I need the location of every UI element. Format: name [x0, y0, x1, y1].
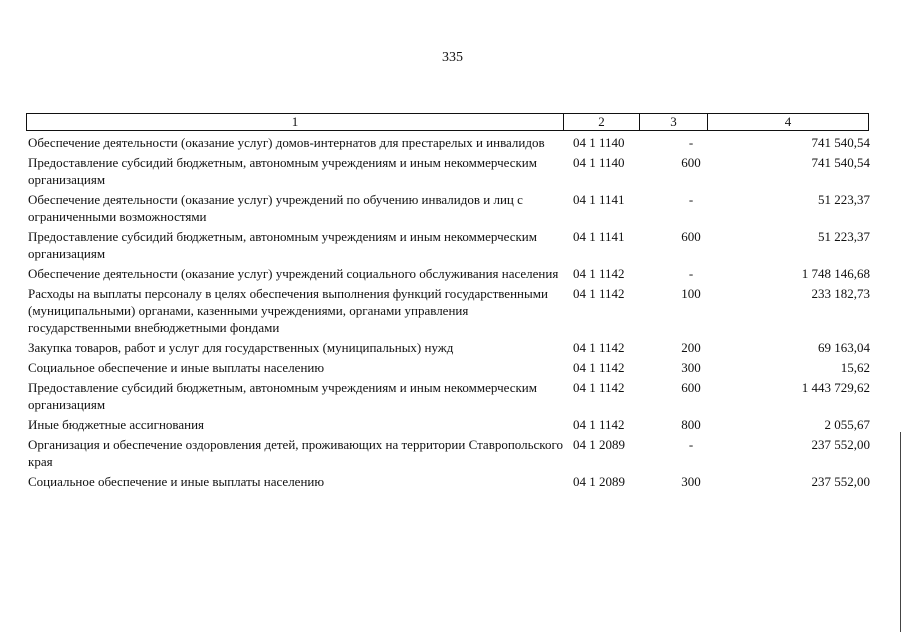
- row-code: 04 1 1142: [573, 360, 625, 375]
- row-name: Расходы на выплаты персоналу в целях обеспечения выполнения функций государственными (муниципальными) органами, казенными учреждениями, органами управления государственными внебюджетными фондами: [28, 286, 548, 335]
- row-name: Социальное обеспечение и иные выплаты населению: [28, 360, 325, 375]
- column-header-3: 3: [640, 114, 708, 131]
- row-name: Социальное обеспечение и иные выплаты населению: [28, 474, 325, 489]
- row-name: Обеспечение деятельности (оказание услуг) домов-интернатов для престарелых и инвалидов: [28, 135, 545, 150]
- row-code: 04 1 1142: [573, 340, 625, 355]
- row-code: 04 1 1142: [573, 266, 625, 281]
- row-amount: 1 443 729,62: [801, 380, 870, 395]
- row-name: Предоставление субсидий бюджетным, автономным учреждениям и иным некоммерческим организациям: [28, 155, 537, 187]
- page-number: 335: [442, 50, 463, 65]
- row-code: 04 1 1141: [573, 229, 625, 244]
- row-amount: 51 223,37: [818, 229, 870, 244]
- row-amount: 1 748 146,68: [801, 266, 870, 281]
- row-type: -: [688, 192, 694, 207]
- row-name: Обеспечение деятельности (оказание услуг) учреждений социального обслуживания населения: [28, 266, 559, 281]
- row-code: 04 1 1140: [573, 135, 625, 150]
- row-type: 300: [681, 360, 701, 375]
- row-type: 600: [681, 229, 701, 244]
- row-type: 300: [681, 474, 701, 489]
- row-type: 100: [681, 286, 701, 301]
- row-code: 04 1 2089: [573, 437, 625, 452]
- row-type: -: [688, 437, 694, 452]
- row-code: 04 1 1141: [573, 192, 625, 207]
- row-code: 04 1 1142: [573, 417, 625, 432]
- row-type: -: [688, 266, 694, 281]
- row-type: 600: [681, 155, 701, 170]
- row-type: -: [688, 135, 694, 150]
- row-type: 200: [681, 340, 701, 355]
- row-amount: 51 223,37: [818, 192, 870, 207]
- row-code: 04 1 1140: [573, 155, 625, 170]
- row-type: 600: [681, 380, 701, 395]
- row-amount: 233 182,73: [811, 286, 870, 301]
- row-name: Иные бюджетные ассигнования: [28, 417, 205, 432]
- scan-edge-line: [900, 432, 901, 632]
- row-code: 04 1 2089: [573, 474, 625, 489]
- row-type: 800: [681, 417, 701, 432]
- row-amount: 741 540,54: [811, 155, 870, 170]
- row-name: Обеспечение деятельности (оказание услуг) учреждений по обучению инвалидов и лиц с ограниченными возможностями: [28, 192, 523, 224]
- row-amount: 2 055,67: [824, 417, 870, 432]
- table-row: [26, 436, 874, 470]
- column-header-row: [27, 114, 869, 131]
- row-amount: 15,62: [840, 360, 870, 375]
- column-header-table: [26, 113, 869, 131]
- table-row: [26, 285, 874, 336]
- table-row: [26, 359, 874, 376]
- table-row: [26, 265, 874, 282]
- row-code: 04 1 1142: [573, 380, 625, 395]
- row-name: Предоставление субсидий бюджетным, автономным учреждениям и иным некоммерческим организациям: [28, 380, 537, 412]
- row-name: Закупка товаров, работ и услуг для государственных (муниципальных) нужд: [28, 340, 454, 355]
- row-name: Предоставление субсидий бюджетным, автономным учреждениям и иным некоммерческим организациям: [28, 229, 537, 261]
- table-row: [26, 473, 874, 490]
- column-header-2: 2: [564, 114, 640, 131]
- row-amount: 237 552,00: [811, 437, 870, 452]
- row-name: Организация и обеспечение оздоровления детей, проживающих на территории Ставропольского края: [28, 437, 563, 469]
- column-header-1: 1: [27, 114, 564, 131]
- row-amount: 741 540,54: [811, 135, 870, 150]
- row-code: 04 1 1142: [573, 286, 625, 301]
- budget-rows: [26, 134, 874, 493]
- column-header-4: 4: [708, 114, 869, 131]
- row-amount: 69 163,04: [818, 340, 870, 355]
- table-row: [26, 191, 874, 225]
- table-row: [26, 379, 874, 413]
- table-row: [26, 228, 874, 262]
- table-row: [26, 134, 874, 151]
- table-row: [26, 154, 874, 188]
- table-row: [26, 416, 874, 433]
- table-row: [26, 339, 874, 356]
- row-amount: 237 552,00: [811, 474, 870, 489]
